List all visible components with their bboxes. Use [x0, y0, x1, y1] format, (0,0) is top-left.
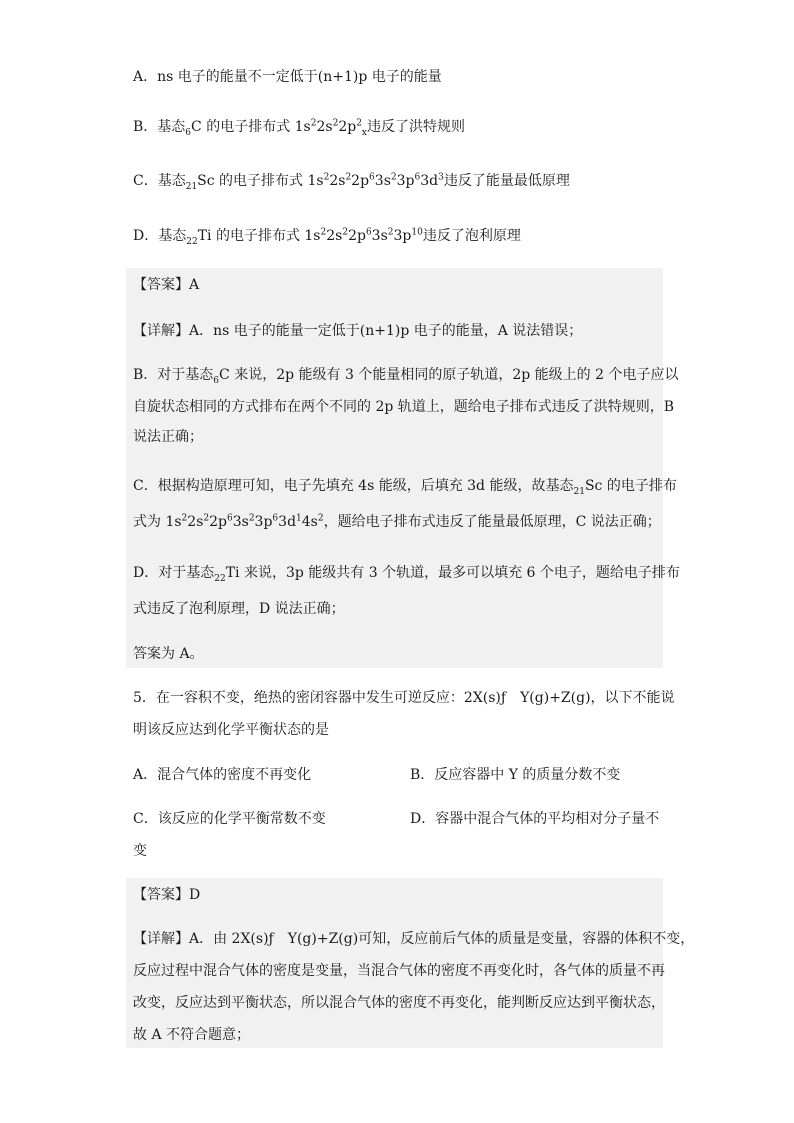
q5-answer: 【答案】D	[133, 887, 201, 903]
q5-option-d: D．容器中混合气体的平均相对分子量不	[410, 811, 660, 827]
q5-option-d-cont: 变	[133, 843, 147, 859]
q5-option-c: C．该反应的化学平衡常数不变	[133, 811, 326, 827]
q5-option-a: A．混合气体的密度不再变化	[133, 767, 312, 783]
q4-final-answer: 答案为 A。	[133, 646, 204, 662]
q4-answer: 【答案】A	[133, 277, 200, 293]
q5-detail-line2: 反应过程中混合气体的密度是变量，当混合气体的密度不再变化时，各气体的质量不再	[133, 963, 665, 979]
q4-option-a: A．ns 电子的能量不一定低于(n+1)p 电子的能量	[133, 69, 442, 85]
q5-stem-line2: 明该反应达到化学平衡状态的是	[133, 722, 329, 738]
q4-detail-b-line1: B．对于基态$_6$C 来说，2p 能级有 3 个能量相同的原子轨道，2p 能级上的 2 个电子应以	[133, 367, 679, 386]
q5-detail-line1: 【详解】A．由 2X(s)ƒ Y(g)+Z(g)可知，反应前后气体的质量是变量，容器的体积不变，	[133, 931, 695, 947]
q4-option-d: D．基态$_{22}$Ti 的电子排布式 $1s^22s^22p^63s^23p^{10}$违反了泡利原理	[133, 227, 521, 247]
q4-option-b: B．基态$_6$C 的电子排布式 $1s^22s^22p^2_x$违反了洪特规则	[133, 118, 465, 138]
q4-detail-c-line2: 式为 $1s^22s^22p^63s^23p^63d^14s^2$，题给电子排布式违反了能量最低原理，C 说法正确；	[133, 513, 661, 530]
q4-detail-a: 【详解】A．ns 电子的能量一定低于(n+1)p 电子的能量，A 说法错误；	[133, 323, 583, 339]
q5-detail-line3: 改变，反应达到平衡状态，所以混合气体的密度不再变化，能判断反应达到平衡状态，	[133, 995, 665, 1011]
q5-stem-line1: 5．在一容积不变，绝热的密闭容器中发生可逆反应：2X(s)ƒ Y(g)+Z(g)，以下不能说	[133, 690, 675, 706]
q4-detail-d-line1: D．对于基态$_{22}$Ti 来说，3p 能级共有 3 个轨道，最多可以填充 6 个电子，题给电子排布	[133, 565, 680, 584]
q4-detail-b-line2: 自旋状态相同的方式排布在两个不同的 2p 轨道上，题给电子排布式违反了洪特规则，B	[133, 399, 675, 415]
q4-option-c: C．基态$_{21}$Sc 的电子排布式 $1s^22s^22p^63s^23p^63d^3$违反了能量最低原理	[133, 172, 570, 192]
q4-detail-c-line1: C．根据构造原理可知，电子先填充 4s 能级，后填充 3d 能级，故基态$_{21}$Sc 的电子排布	[133, 478, 677, 497]
q4-detail-b-line3: 说法正确；	[133, 429, 203, 445]
q5-option-b: B．反应容器中 Y 的质量分数不变	[410, 767, 621, 783]
q5-detail-line4: 故 A 不符合题意；	[133, 1027, 251, 1043]
q4-detail-d-line2: 式违反了泡利原理，D 说法正确；	[133, 601, 345, 617]
